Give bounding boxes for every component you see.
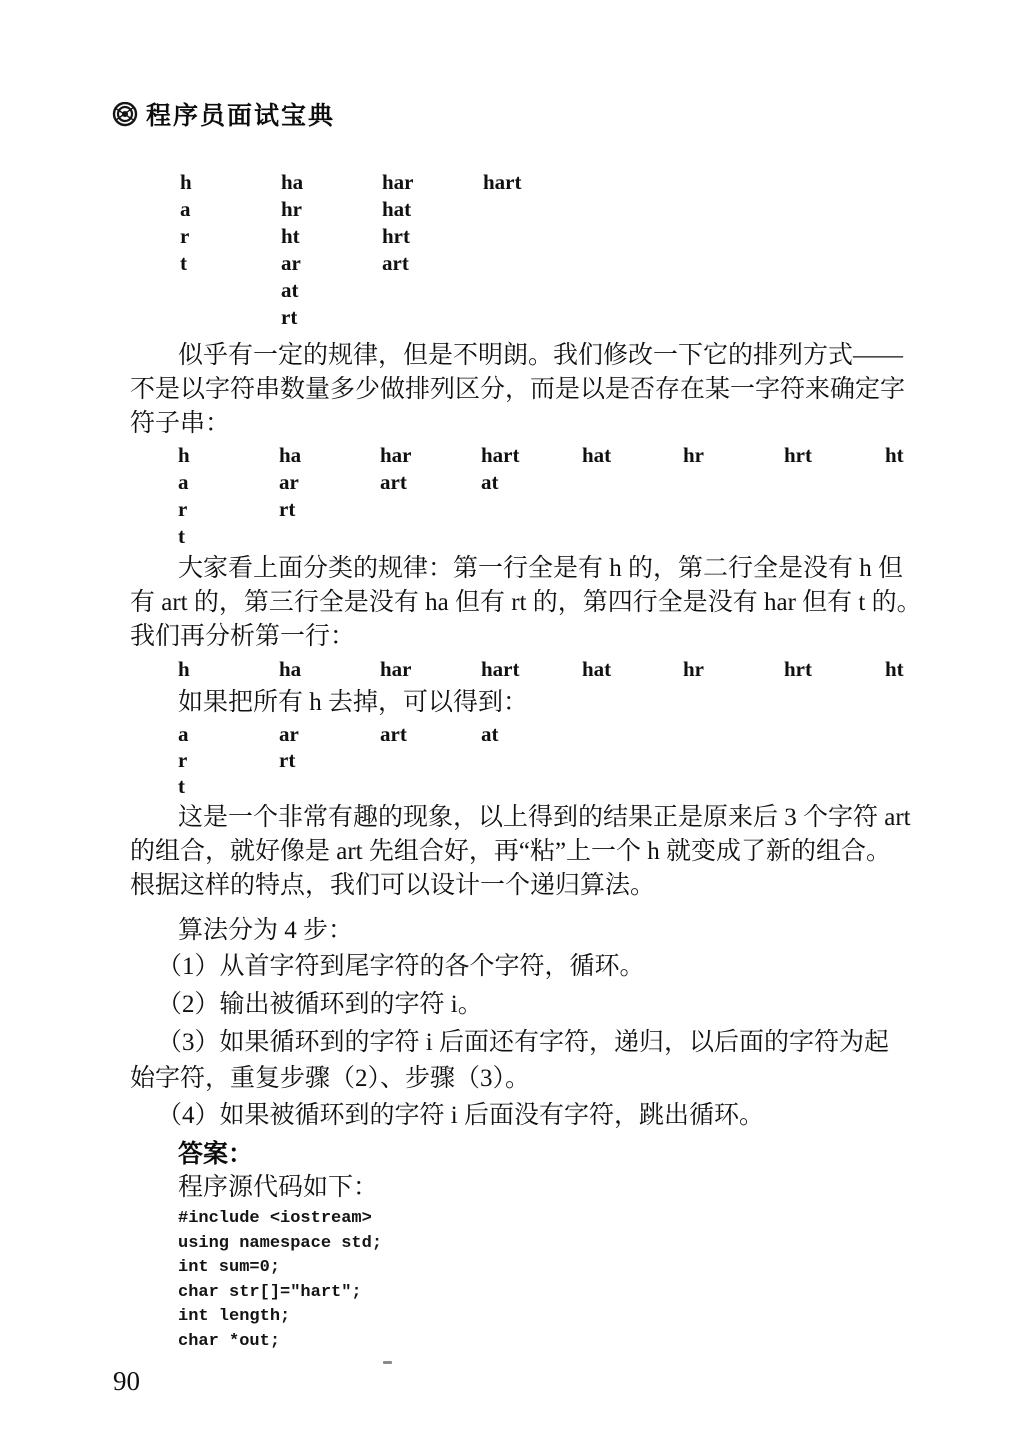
table-cell: rt [281,305,298,329]
table-cell: ar [279,470,299,494]
table-cell: h [178,443,190,467]
book-title: 程序员面试宝典 [146,102,336,130]
table-cell: hrt [784,443,812,467]
table-cell: hrt [382,224,410,248]
table-row [178,470,986,497]
table-cell: hart [483,170,522,194]
table-cell: h [180,170,192,194]
table-cell: at [481,470,499,494]
table-cell: rt [279,748,296,772]
paragraph-line: 这是一个非常有趣的现象，以上得到的结果正是原来后 3 个字符 art [178,804,911,831]
table-cell: r [178,497,188,521]
table-row [178,524,986,551]
table-row [180,224,584,251]
table-cell: t [178,774,185,798]
table-cell: ar [279,722,299,746]
table-cell: t [180,251,187,275]
table-cell: hat [582,443,612,467]
table-row [178,748,582,774]
table-row [180,197,584,224]
table-cell: rt [279,497,296,521]
ornament-icon [112,102,139,127]
table-cell: hat [382,197,412,221]
table-cell: hr [281,197,302,221]
table-row [180,170,584,197]
substring-table-3-result [178,722,582,800]
paragraph-line: 符子串： [130,410,231,437]
table-cell: har [382,170,414,194]
table-cell: a [180,197,191,221]
paragraph [130,552,922,654]
paragraph-line: 如果把所有 h 去掉，可以得到： [178,689,529,716]
table-cell: hr [683,657,704,681]
table-row [180,251,584,278]
page-number: 90 [113,1366,140,1396]
table-cell: a [178,722,189,746]
substring-table-1 [180,170,584,332]
code-block [178,1207,382,1354]
substring-table-3-head [178,657,986,684]
code-line: using namespace std; [178,1233,383,1253]
table-row [178,722,582,748]
table-cell: at [481,722,499,746]
algorithm-step: （3）如果循环到的字符 i 后面还有字符，递归，以后面的字符为起 [157,1029,889,1056]
table-cell: a [178,470,189,494]
table-row [178,443,986,470]
paragraph-line: 我们再分析第一行： [130,623,356,650]
algorithm-step: （2）输出被循环到的字符 i。 [157,991,483,1018]
table-cell: t [178,524,185,548]
table-row [178,657,986,684]
code-line: char str[]="hart"; [178,1282,362,1302]
table-cell: hat [582,657,612,681]
table-row [178,774,582,800]
code-line: int sum=0; [178,1258,281,1277]
algorithm-step: （1）从首字符到尾字符的各个字符，循环。 [157,953,645,980]
table-row [180,278,584,305]
algorithm-step: （4）如果被循环到的字符 i 后面没有字符，跳出循环。 [157,1102,764,1129]
table-cell: r [178,748,188,772]
paragraph-line: 似乎有一定的规律，但是不明朗。我们修改一下它的排列方式—— [178,342,904,369]
paragraph-line: 的组合，就好像是 art 先组合好，再“粘”上一个 h 就变成了新的组合。 [130,838,892,865]
paragraph-line: 大家看上面分类的规律：第一行全是有 h 的，第二行全是没有 h 但 [178,555,904,582]
table-row [180,305,584,332]
code-line: int length; [178,1307,291,1326]
algorithm-step: 始字符，重复步骤（2）、步骤（3）。 [130,1065,531,1092]
code-line: char *out; [178,1331,281,1351]
code-line: #include <iostream> [178,1209,372,1228]
book-header [112,96,335,132]
table-cell: ht [281,224,300,248]
table-cell: ht [885,443,904,467]
source-code-intro: 程序源代码如下： [178,1174,379,1201]
paragraph-line: 根据这样的特点，我们可以设计一个递归算法。 [130,872,656,899]
table-cell: ha [279,443,302,467]
table-cell: har [380,657,412,681]
table-cell: h [178,657,190,681]
paragraph-line: 不是以字符串数量多少做排列区分，而是以是否存在某一字符来确定字 [130,376,906,403]
substring-table-2 [178,443,986,551]
table-row [178,497,986,524]
table-cell: ht [885,657,904,681]
table-cell: hart [481,657,520,681]
table-cell: hart [481,443,520,467]
scan-artifact-mark [383,1361,392,1364]
table-cell: ar [281,251,301,275]
table-cell: art [380,470,407,494]
table-cell: art [380,722,407,746]
table-cell: art [382,251,409,275]
paragraph [130,339,905,441]
table-cell: har [380,443,412,467]
table-cell: r [180,224,190,248]
paragraph [130,801,911,903]
table-cell: hrt [784,657,812,681]
table-cell: at [281,278,299,302]
table-cell: hr [683,443,704,467]
paragraph-line: 有 art 的，第三行全是没有 ha 但有 rt 的，第四行全是没有 har 但有 t 的。 [130,589,922,616]
answer-label: 答案： [178,1140,254,1168]
table-cell: ha [281,170,304,194]
algorithm-title: 算法分为 4 步： [178,917,354,944]
table-cell: ha [279,657,302,681]
